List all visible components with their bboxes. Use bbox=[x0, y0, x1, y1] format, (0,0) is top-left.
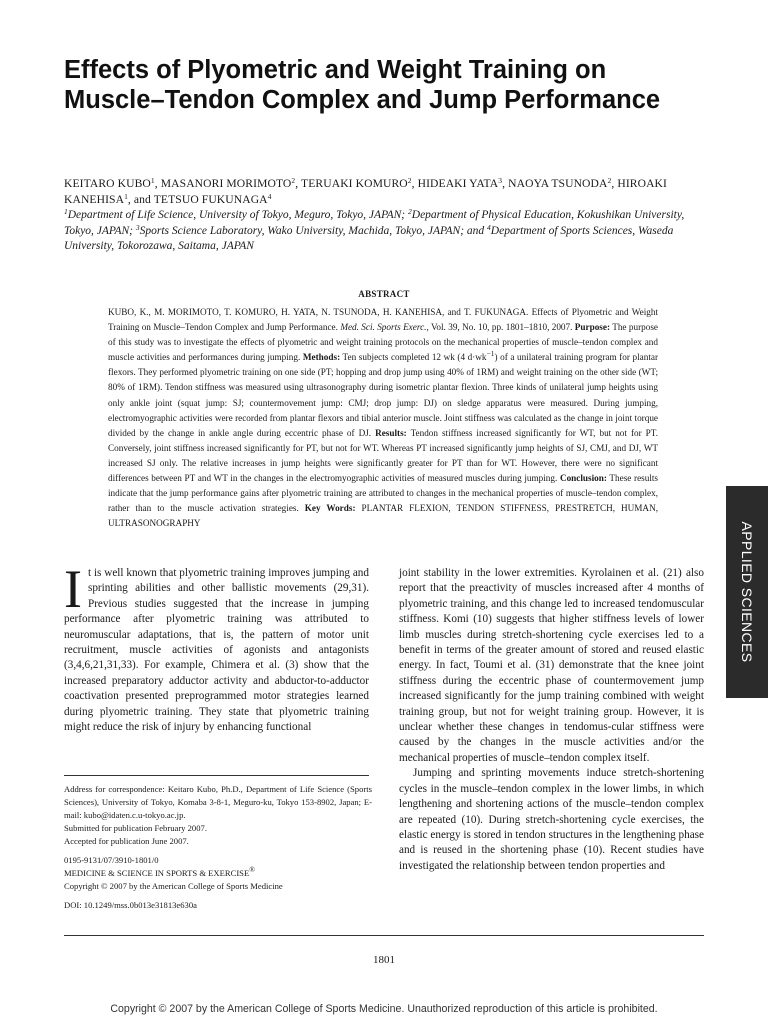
body-column-left bbox=[64, 559, 369, 735]
section-side-tab-label: APPLIED SCIENCES bbox=[739, 521, 755, 663]
conclusion-label: Conclusion: bbox=[559, 473, 607, 484]
page-bottom-rule bbox=[64, 935, 704, 936]
affiliation-mark: 4 bbox=[487, 222, 491, 232]
affiliations bbox=[64, 208, 708, 255]
purpose-label: Purpose: bbox=[574, 322, 611, 333]
body-paragraph: joint stability in the lower extremities. Kyrolainen et al. (21) also report that the preactivity of muscles increased after 4 months of plyometric training, and this change led to increased tendomuscular stiffness. Komi (10) suggests that higher stiffness levels of lower limb muscles during stretch-shortening cycle exercises led to a benefit in terms of the greater amount of stored and reused elastic energy. In fact, Toumi et al. (31) demonstrate that the knee joint stiffness during the eccentric phase of countermovement jump increased significantly for the jump training combined with weight training group, but not for weight training group. However, it is unclear whether these changes in tendomus-cular stiffness were caused by the changes in the muscle activities and/or the mechanical properties of muscle–tendon complex itself. bbox=[399, 567, 704, 764]
correspondence-address: Address for correspondence: Keitaro Kubo, Ph.D., Department of Life Science (Sports Sciences), University of Tokyo, Komaba 3-8-1, Meguro-ku, Tokyo 153-8902, Japan; E-mail: kubo@idaten.c.u-tokyo.ac.jp. bbox=[64, 784, 372, 820]
keywords-text: PLANTAR FLEXION, TENDON STIFFNESS, PRESTRETCH, HUMAN, ULTRASONOGRAPHY bbox=[108, 503, 658, 529]
submitted-date: Submitted for publication February 2007. bbox=[64, 823, 207, 833]
methods-text: Ten subjects completed 12 wk (4 d·wk bbox=[340, 352, 487, 363]
copyright-notice: Copyright © 2007 by the American College of Sports Medicine. Unauthorized reproduction of this article is prohibited. bbox=[110, 1003, 658, 1015]
results-label: Results: bbox=[375, 427, 407, 438]
author-name: , MASANORI MORIMOTO bbox=[154, 177, 292, 190]
journal-copyright: Copyright © 2007 by the American College of Sports Medicine bbox=[64, 881, 283, 891]
methods-label: Methods: bbox=[302, 352, 341, 363]
issn: 0195-9131/07/3910-1801/0 bbox=[64, 855, 159, 865]
footnote bbox=[64, 783, 372, 912]
drop-cap: I bbox=[64, 559, 82, 619]
affiliation-mark: 3 bbox=[498, 176, 503, 185]
author-list bbox=[64, 176, 704, 208]
affiliation-mark: 2 bbox=[407, 176, 412, 185]
section-side-tab bbox=[726, 486, 768, 698]
abstract-heading: ABSTRACT bbox=[358, 289, 410, 299]
purpose-text: The purpose of this study was to investigate the effects of plyometric and weight training protocols on the mechanical properties of muscle–tendon complex and muscle activities and performances during jumping. bbox=[108, 322, 658, 363]
affiliation-text: Sports Science Laboratory, Wako University, Machida, Tokyo, JAPAN; and bbox=[139, 224, 488, 237]
author-name: , and TETSUO FUKUNAGA bbox=[127, 193, 268, 206]
author-name: KEITARO KUBO bbox=[64, 177, 151, 190]
author-name: , TERUAKI KOMURO bbox=[295, 177, 408, 190]
results-text: Tendon stiffness increased significantly for WT, but not for PT. Conversely, joint stiffness increased significantly for PT, but not for WT. Whereas PT increased significantly jump heights of SJ, CMJ, and DJ, WT increased SJ only. The relative increases in jump heights were significantly greater for PT than for WT. However, there were no significant differences between PT and WT in the changes in the electromyographic activities of measured muscles during jumping. bbox=[108, 427, 658, 484]
affiliation-mark: 2 bbox=[607, 176, 612, 185]
journal-abbrev: Med. Sci. Sports Exerc. bbox=[340, 322, 427, 333]
affiliation-mark: 1 bbox=[64, 207, 68, 216]
affiliation-text: Department of Life Science, University of Tokyo, Meguro, Tokyo, JAPAN; bbox=[67, 209, 409, 221]
affiliation-mark: 4 bbox=[267, 192, 272, 201]
affiliation-mark: 3 bbox=[135, 222, 140, 232]
affiliation-mark: 2 bbox=[291, 176, 296, 185]
author-name: , HIDEAKI YATA bbox=[411, 177, 499, 190]
article-title: Effects of Plyometric and Weight Training on Muscle–Tendon Complex and Jump Performance bbox=[64, 56, 661, 114]
doi: DOI: 10.1249/mss.0b013e31813e630a bbox=[64, 900, 197, 910]
registered-mark: ® bbox=[249, 865, 255, 874]
abstract-body bbox=[108, 305, 658, 531]
footnote-divider bbox=[64, 775, 369, 776]
affiliation-text: Department of Sports Sciences, Waseda University, Tokorozawa, Saitama, JAPAN bbox=[64, 224, 674, 252]
conclusion-text: These results indicate that the jump performance gains after plyometric training are attributed to changes in the mechanical properties of muscle–tendon complex, rather than to the muscle activation strategies. bbox=[108, 473, 658, 514]
body-column-right bbox=[399, 566, 704, 874]
journal-name bbox=[64, 867, 372, 880]
methods-text-cont: ) of a unilateral training program for plantar flexors. They performed plyometric training on one side (PT; hopping and drop jump using 40% of 1RM) and weight training on the other side (WT; 80% of 1RM). Tendon stiffness was measured using ultrasonography during isometric plantar flexion. Three kinds of unilateral jump heights using only ankle joint (squat jump: SJ; countermovement jump: CMJ; drop jump: DJ) on sledge apparatus were measured. During jumping, electromyographic activities were recorded from plantar flexors and tibial anterior muscle. Joint stiffness was calculated as the change in joint torque divided by the change in ankle angle during eccentric phase of DJ. bbox=[108, 352, 659, 438]
page-number: 1801 bbox=[373, 954, 395, 966]
intro-paragraph-text: t is well known that plyometric training improves jumping and sprinting abilities and other ballistic movements (29,31). Previous studies suggested that the increase in jumping performance after plyometric training was attributed to neuromuscular adaptations, that is, the pattern of motor unit recruitment, muscle activities of agonists and antagonists (3,4,6,21,31,33). For example, Chimera et al. (3) show that the increased preparatory adductor activity and abductor-to-adductor coactivation presented preprogrammed motor strategies learned during plyometric training. They state that plyometric training might reduce the risk of injury by enhancing functional bbox=[64, 567, 369, 734]
affiliation-text: Department of Physical Education, Kokushikan University, Tokyo, JAPAN; bbox=[64, 209, 685, 237]
affiliation-mark: 1 bbox=[150, 176, 155, 185]
author-name: , NAOYA TSUNODA bbox=[502, 177, 608, 190]
intro-paragraph bbox=[64, 559, 369, 735]
journal-name-text: MEDICINE & SCIENCE IN SPORTS & EXERCISE bbox=[64, 868, 250, 878]
affiliation-mark: 1 bbox=[124, 192, 128, 201]
affiliation-mark: 2 bbox=[408, 207, 412, 216]
author-name: , HIROAKI KANEHISA bbox=[64, 177, 667, 206]
keywords-label: Key Words: bbox=[304, 503, 356, 514]
abstract-citation: KUBO, K., M. MORIMOTO, T. KOMURO, H. YATA, N. TSUNODA, H. KANEHISA, and T. FUKUNAGA. Effects of Plyometric and Weight Training on Muscle–Tendon Complex and Jump Performance. bbox=[108, 307, 658, 333]
body-paragraph: Jumping and sprinting movements induce stretch-shortening cycles in the muscle–tendon complex in the lower limbs, in which lengthening and shortening actions of the muscle–tendon complex are repeated (10). During stretch-shortening cycle exercises, the elastic energy is stored in tendon structures in the lengthening phase and is reused in the shortening phase (10). Recent studies have investigated the relationship between tendon properties and bbox=[399, 767, 704, 872]
accepted-date: Accepted for publication June 2007. bbox=[64, 836, 189, 846]
abstract-citation-volume: , Vol. 39, No. 10, pp. 1801–1810, 2007. bbox=[426, 322, 575, 333]
methods-superscript: −1 bbox=[486, 349, 495, 359]
